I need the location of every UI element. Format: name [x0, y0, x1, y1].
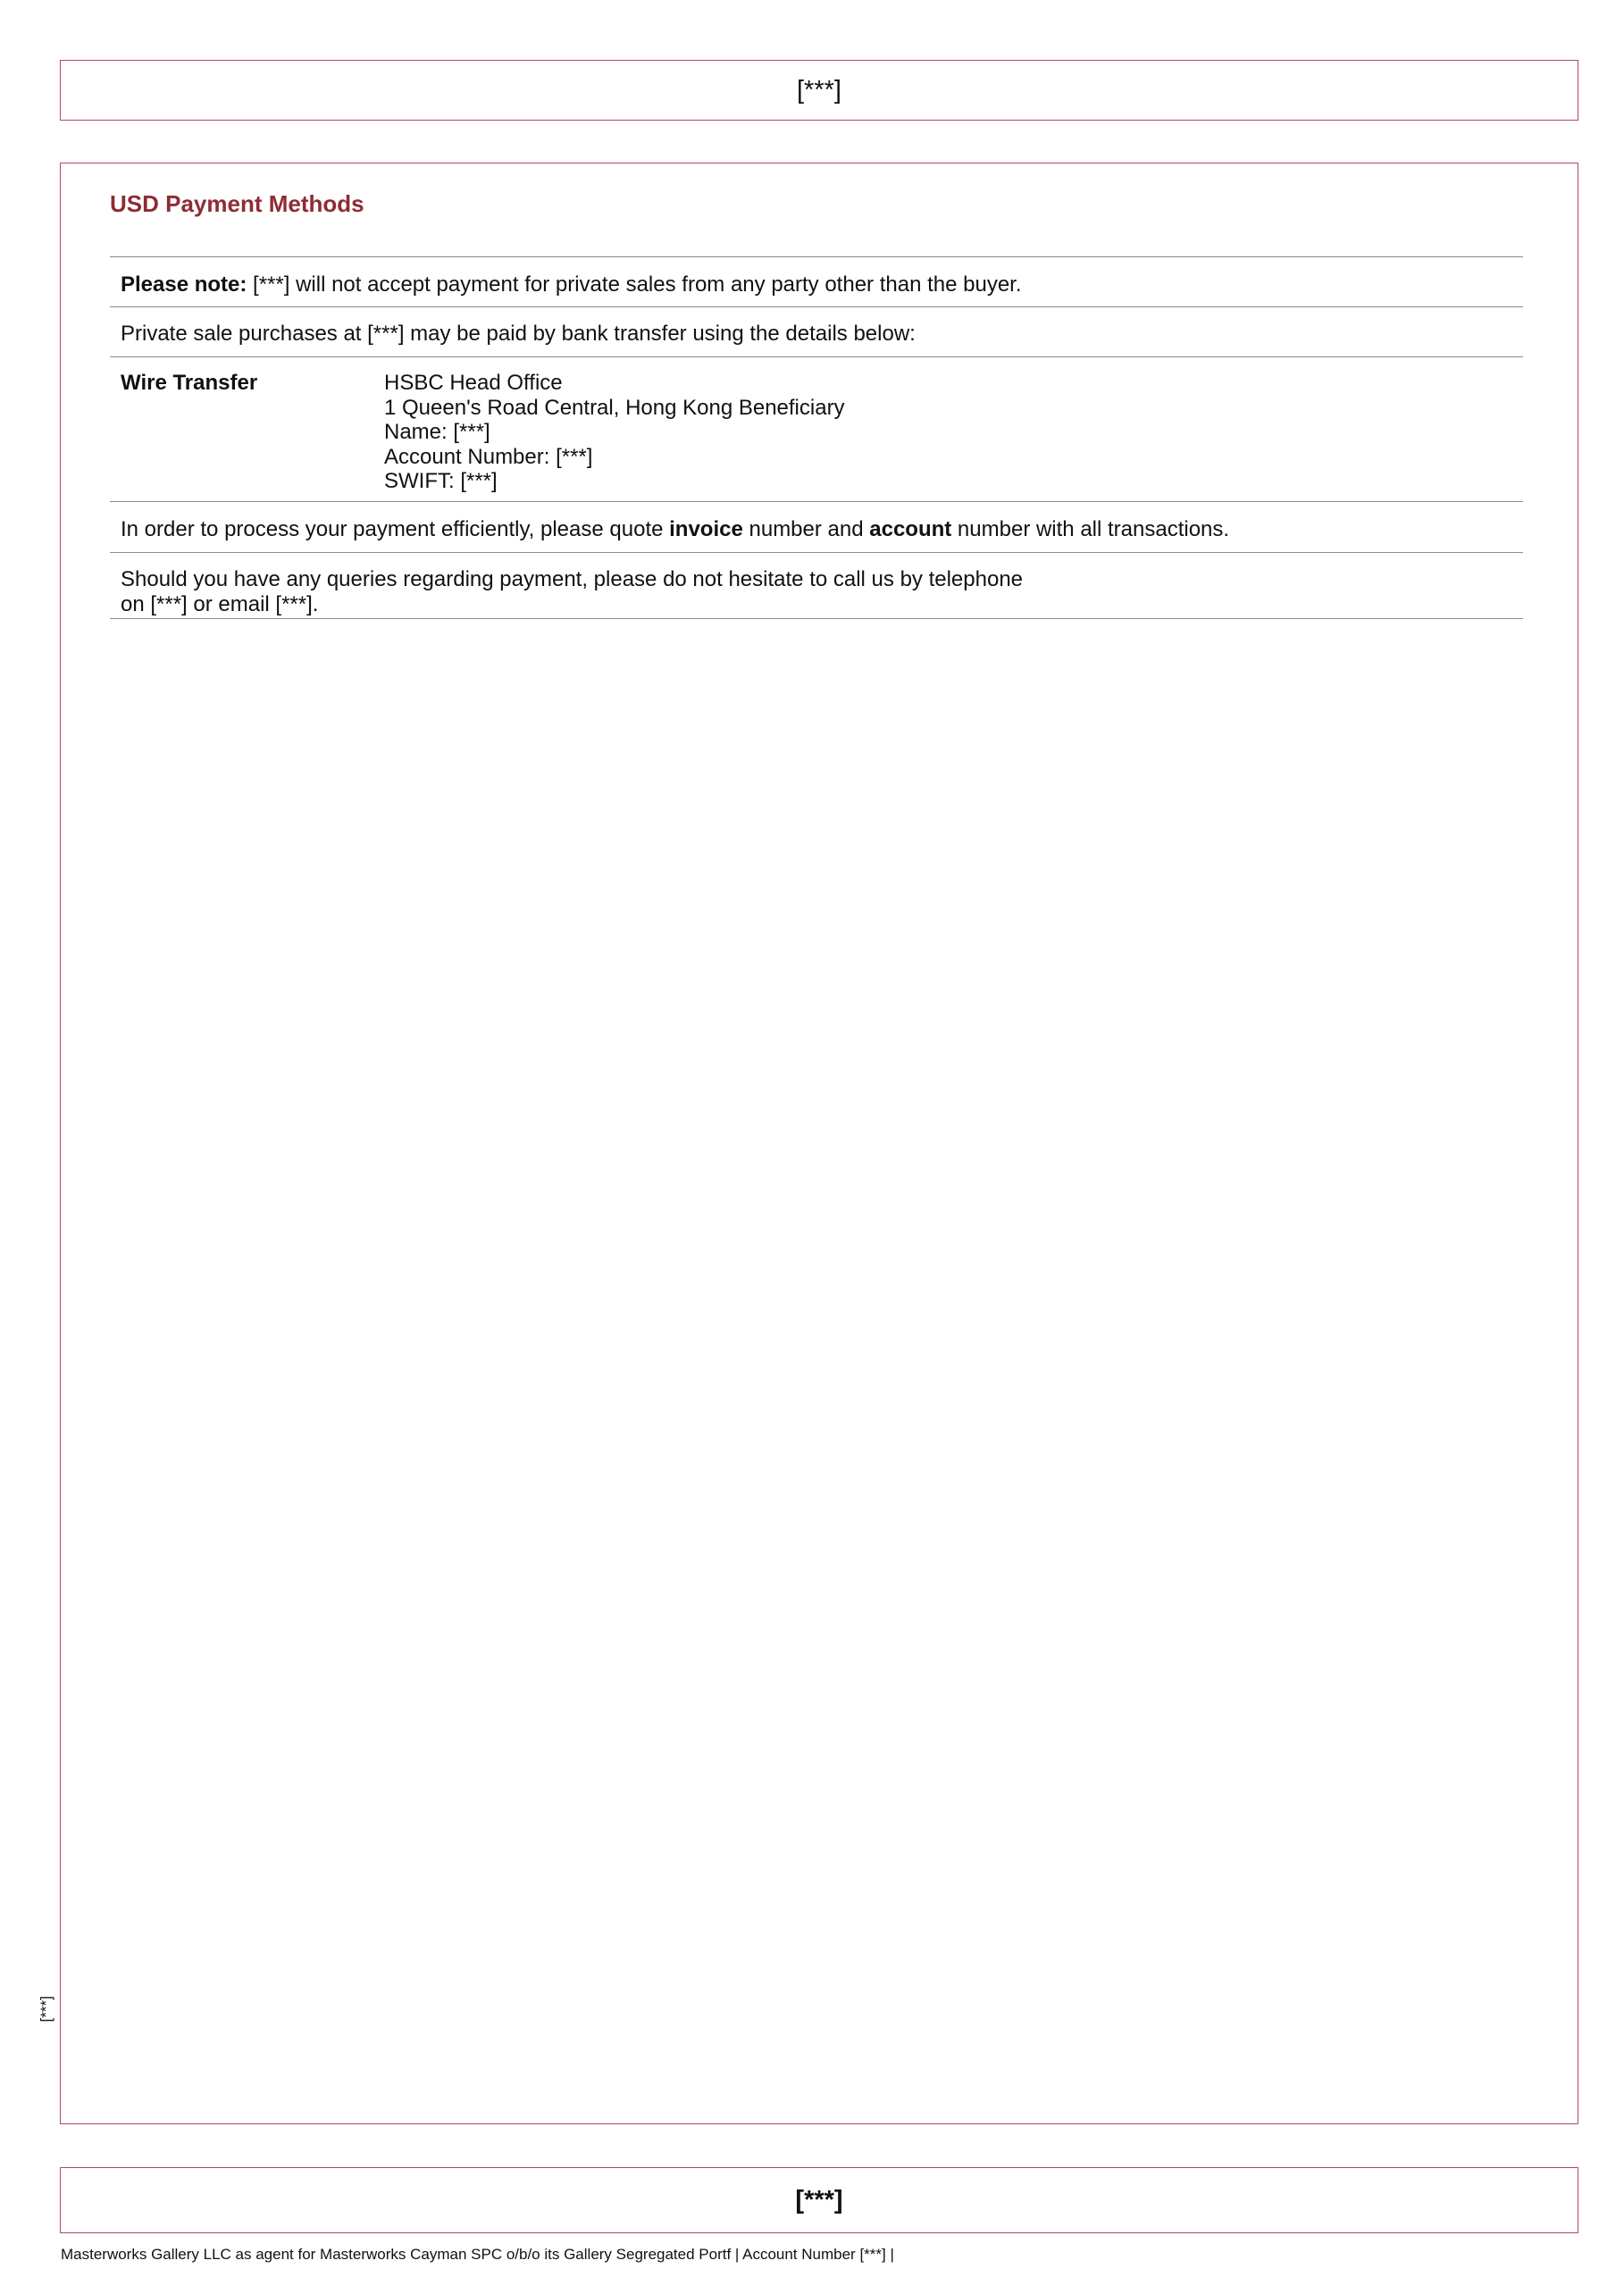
divider — [110, 501, 1523, 502]
footer-banner — [60, 2167, 1578, 2233]
header-banner — [60, 60, 1578, 121]
header-banner-text: [***] — [797, 75, 841, 105]
process-suffix: number with all transactions. — [951, 517, 1230, 541]
divider — [110, 552, 1523, 553]
divider — [110, 306, 1523, 307]
process-mid: number and — [742, 517, 870, 541]
queries-row — [121, 567, 1023, 617]
intro-row: Private sale purchases at [***] may be paid by bank transfer using the details below: — [121, 322, 916, 346]
process-row — [121, 517, 1229, 542]
wire-line: HSBC Head Office — [384, 371, 563, 395]
footer-text: Masterworks Gallery LLC as agent for Masterworks Cayman SPC o/b/o its Gallery Segregated Portf | Account Number [***] | — [61, 2246, 894, 2263]
divider — [110, 256, 1523, 257]
wire-transfer-label: Wire Transfer — [121, 371, 258, 395]
wire-line: Account Number: [***] — [384, 444, 593, 469]
note-label: Please note: — [121, 272, 247, 297]
wire-line: SWIFT: [***] — [384, 469, 498, 493]
divider — [110, 356, 1523, 357]
wire-transfer-details — [384, 371, 845, 494]
note-row — [121, 272, 1022, 297]
payment-methods-panel — [60, 163, 1578, 2124]
process-account: account — [869, 517, 952, 541]
footer-banner-text: [***] — [795, 2185, 843, 2214]
process-prefix: In order to process your payment efficiently, please quote — [121, 517, 670, 541]
queries-line: Should you have any queries regarding payment, please do not hesitate to call us by telephone — [121, 567, 1024, 591]
wire-line: Name: [***] — [384, 420, 490, 444]
section-title: USD Payment Methods — [110, 190, 364, 217]
queries-line: on [***] or email [***]. — [121, 592, 319, 616]
wire-line: 1 Queen's Road Central, Hong Kong Beneficiary — [384, 395, 845, 420]
side-mark: [***] — [38, 1996, 54, 2022]
note-text: [***] will not accept payment for private sales from any party other than the buyer. — [247, 272, 1022, 297]
process-invoice: invoice — [669, 517, 743, 541]
divider — [110, 618, 1523, 619]
